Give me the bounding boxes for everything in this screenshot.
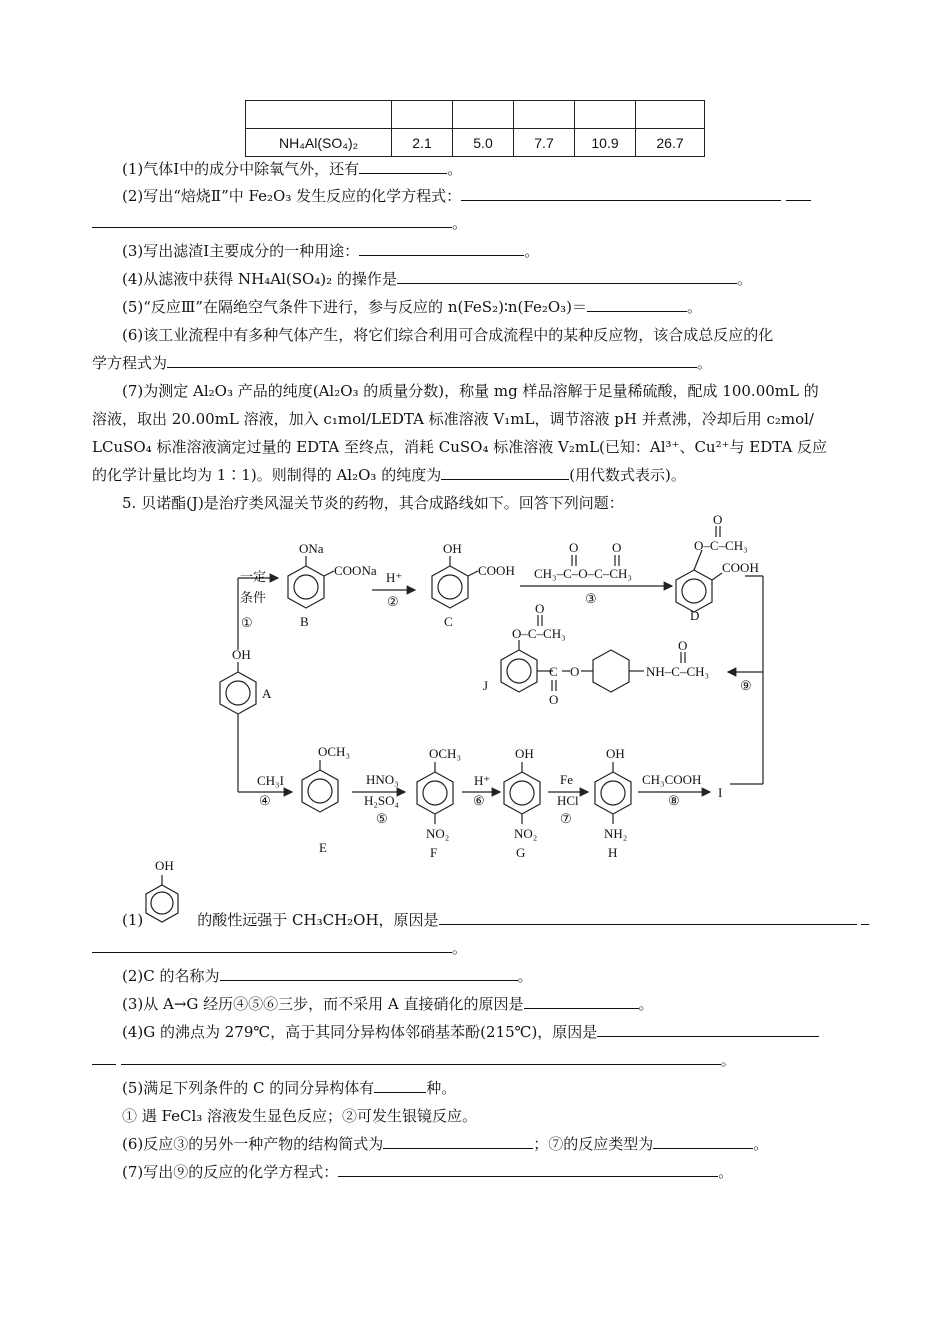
svg-text:NO₂: NO₂	[514, 826, 538, 841]
question-line: ① 遇 FeCl₃ 溶液发生显色反应；②可发生银镜反应。	[122, 1107, 478, 1125]
question-line: 的化学计量比均为 1∶1)。则制得的 Al₂O₃ 的纯度为 (用代数式表示)。	[92, 466, 686, 484]
answer-blank[interactable]	[121, 1050, 721, 1065]
answer-blank[interactable]	[524, 994, 639, 1009]
question-line: (4)从滤液中获得 NH₄Al(SO₄)₂ 的操作是 。	[122, 270, 752, 288]
svg-text:④: ④	[259, 793, 271, 808]
question-line: (4)G 的沸点为 279℃，高于其同分异构体邻硝基苯酚(215℃)，原因是	[122, 1022, 819, 1042]
compound-A	[220, 647, 272, 714]
condition-text: 一定	[240, 569, 267, 584]
svg-text:O: O	[713, 512, 723, 527]
svg-text:O: O	[569, 540, 579, 555]
answer-blank[interactable]	[861, 910, 869, 925]
question-line: (6)该工业流程中有多种气体产生，将它们综合利用可合成流程中的某种反应物，该合成总反应的化	[122, 326, 774, 344]
svg-text:O–C–CH₃: O–C–CH₃	[694, 538, 748, 553]
answer-blank[interactable]	[461, 186, 781, 201]
svg-text:⑨: ⑨	[740, 678, 752, 693]
svg-text:⑥: ⑥	[473, 793, 485, 808]
compound-G	[504, 746, 540, 860]
svg-text:J: J	[483, 678, 489, 693]
condition-text: 条件	[240, 590, 267, 605]
question-line: (6)反应③的另外一种产物的结构简式为 ；⑦的反应类型为 。	[122, 1135, 769, 1153]
synthesis-scheme	[0, 510, 950, 890]
question-line: LCuSO₄ 标准溶液滴定过量的 EDTA 至终点，消耗 CuSO₄ 标准溶液 V₂mL(已知：Al³⁺、Cu²⁺与 EDTA 反应	[92, 438, 828, 456]
question-line: (3)写出滤渣Ⅰ主要成分的一种用途： 。	[122, 242, 540, 260]
answer-blank[interactable]	[92, 938, 452, 953]
table-cell: 10.9	[575, 129, 636, 157]
svg-text:O: O	[549, 692, 559, 707]
svg-text:H⁺: H⁺	[386, 570, 403, 585]
answer-blank[interactable]	[653, 1134, 753, 1149]
svg-text:CH₃I: CH₃I	[257, 773, 284, 788]
question-line: 。	[92, 938, 467, 958]
question-line: (1)气体Ⅰ中的成分中除氧气外，还有 。	[122, 160, 463, 178]
answer-blank[interactable]	[92, 213, 452, 228]
svg-text:H⁺: H⁺	[474, 773, 491, 788]
svg-text:COONa: COONa	[334, 563, 377, 578]
compound-J	[483, 601, 709, 707]
answer-blank[interactable]	[397, 269, 737, 284]
question-line: (3)从 A→G 经历④⑤⑥三步，而不采用 A 直接硝化的原因是 。	[122, 995, 654, 1013]
answer-blank[interactable]	[359, 159, 447, 174]
table-cell: 2.1	[392, 129, 453, 157]
svg-text:NO₂: NO₂	[426, 826, 450, 841]
svg-text:C: C	[549, 664, 558, 679]
compound-E	[302, 744, 350, 855]
svg-text:COOH: COOH	[722, 560, 759, 575]
question-line: (2)写出“焙烧Ⅱ”中 Fe₂O₃ 发生反应的化学方程式：	[122, 186, 811, 206]
table-row	[246, 129, 705, 157]
svg-text:D: D	[690, 608, 700, 623]
table-cell: 5.0	[453, 129, 514, 157]
question-line: 学方程式为 。	[92, 354, 713, 372]
svg-text:⑧: ⑧	[668, 793, 680, 808]
svg-text:ONa: ONa	[299, 541, 324, 556]
question-line: (1) 的酸性远强于 CH₃CH₂OH，原因是	[122, 910, 869, 930]
svg-text:OH: OH	[443, 541, 462, 556]
svg-text:O: O	[678, 638, 688, 653]
svg-text:OCH₃: OCH₃	[429, 746, 461, 761]
compound-F	[417, 746, 461, 860]
answer-blank[interactable]	[587, 297, 687, 312]
svg-text:OH: OH	[606, 746, 625, 761]
answer-blank[interactable]	[441, 465, 569, 480]
svg-text:②: ②	[387, 594, 399, 609]
table-cell	[575, 101, 636, 129]
answer-blank[interactable]	[338, 1162, 718, 1177]
table-row-label: NH₄Al(SO₄)₂	[246, 129, 392, 157]
svg-text:B: B	[300, 614, 309, 629]
answer-blank[interactable]	[597, 1022, 819, 1037]
question-line: (5)“反应Ⅲ”在隔绝空气条件下进行，参与反应的 n(FeS₂)∶n(Fe₂O₃)＝ 。	[122, 298, 703, 316]
answer-blank[interactable]	[786, 186, 811, 201]
question-line: (7)为测定 Al₂O₃ 产品的纯度(Al₂O₃ 的质量分数)，称量 mg 样品溶解于足量稀硫酸，配成 100.00mL 的	[122, 382, 819, 400]
question-5-intro: 5. 贝诺酯(J)是治疗类风湿关节炎的药物，其合成路线如下。回答下列问题：	[122, 494, 624, 512]
compound-H	[595, 746, 631, 860]
answer-blank[interactable]	[383, 1134, 533, 1149]
svg-text:COOH: COOH	[478, 563, 515, 578]
svg-text:Fe: Fe	[560, 772, 573, 787]
svg-text:⑤: ⑤	[376, 811, 388, 826]
svg-text:O–C–CH₃: O–C–CH₃	[512, 626, 566, 641]
svg-text:HCl: HCl	[557, 793, 579, 808]
svg-text:E: E	[319, 840, 327, 855]
label-A: A	[262, 686, 272, 701]
answer-blank[interactable]	[167, 353, 697, 368]
table-row-header	[246, 101, 705, 129]
svg-text:H₂SO₄: H₂SO₄	[364, 793, 400, 808]
svg-text:C: C	[444, 614, 453, 629]
svg-text:HNO₃: HNO₃	[366, 772, 399, 787]
table-cell: 26.7	[636, 129, 705, 157]
compound-B	[288, 541, 377, 629]
answer-blank[interactable]	[439, 910, 857, 925]
answer-blank[interactable]	[359, 241, 524, 256]
compound-D	[676, 512, 759, 623]
answer-blank[interactable]	[374, 1078, 426, 1093]
svg-text:G: G	[516, 845, 526, 860]
svg-text:NH₂: NH₂	[604, 826, 628, 841]
svg-text:OH: OH	[155, 858, 174, 873]
table-cell	[392, 101, 453, 129]
table-cell	[453, 101, 514, 129]
svg-text:O: O	[535, 601, 545, 616]
svg-text:③: ③	[585, 591, 597, 606]
svg-text:NH–C–CH₃: NH–C–CH₃	[646, 664, 710, 679]
question-line: 。	[92, 213, 467, 233]
table-cell	[514, 101, 575, 129]
svg-text:CH₃COOH: CH₃COOH	[642, 772, 702, 787]
svg-text:CH₃–C–O–C–CH₃: CH₃–C–O–C–CH₃	[534, 566, 632, 581]
label-OH: OH	[232, 647, 251, 662]
question-line: (5)满足下列条件的 C 的同分异构体有 种。	[122, 1079, 457, 1097]
svg-text:H: H	[608, 845, 618, 860]
answer-blank[interactable]	[220, 966, 518, 981]
question-line: (7)写出⑨的反应的化学方程式： 。	[122, 1163, 734, 1181]
step-number: ①	[241, 615, 253, 630]
answer-blank[interactable]	[92, 1050, 116, 1065]
table-cell	[636, 101, 705, 129]
solubility-table	[245, 100, 705, 157]
svg-text:O: O	[612, 540, 622, 555]
svg-text:OH: OH	[515, 746, 534, 761]
question-line: 。	[92, 1050, 736, 1070]
svg-text:F: F	[430, 845, 438, 860]
question-line: 溶液，取出 20.00mL 溶液，加入 c₁mol/LEDTA 标准溶液 V₁mL，调节溶液 pH 并煮沸，冷却后用 c₂mol/	[92, 410, 814, 428]
svg-text:⑦: ⑦	[560, 811, 572, 826]
question-line: (2)C 的名称为 。	[122, 967, 533, 985]
svg-text:O: O	[570, 664, 580, 679]
compound-C	[432, 541, 515, 629]
table-cell	[246, 101, 392, 129]
table-cell: 7.7	[514, 129, 575, 157]
svg-text:I: I	[718, 785, 723, 800]
svg-text:OCH₃: OCH₃	[318, 744, 350, 759]
